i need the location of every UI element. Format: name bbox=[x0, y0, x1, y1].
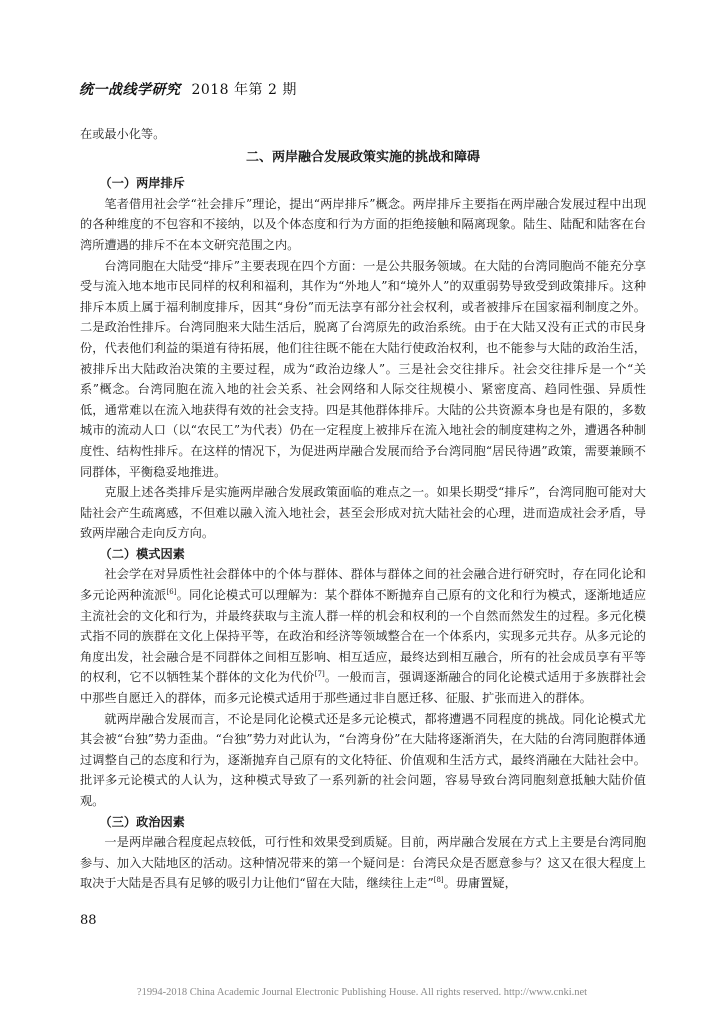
text-run: 。毋庸置疑， bbox=[443, 876, 517, 891]
paragraph: 克服上述各类排斥是实施两岸融合发展政策面临的难点之一。如果长期受“排斥”，台湾同胞可能对大陆社会产生疏离感，不但难以融入流入地社会，甚至会形成对抗大陆社会的心理，进而造成社会矛盾，导致两岸融合走向反方向。 bbox=[80, 485, 646, 541]
text-run: 一是两岸融合程度起点较低，可行性和效果受到质疑。目前，两岸融合发展在方式上主要是台湾同胞参与、加入大陆地区的活动。这种情况带来的第一个疑问是：台湾民众是否愿意参与？这又在很大程度上取决于大陆是否具有足够的吸引力让他们“留在大陆，继续往上走” bbox=[80, 835, 646, 891]
paragraph: 就两岸融合发展而言，不论是同化论模式还是多元论模式，都将遭遇不同程度的挑战。同化论模式尤其会被“台独”势力歪曲。“台独”势力对此认为，“台湾身份”在大陆将逐渐消失，在大陆的台湾同胞群体通过调整自己的态度和行为，逐渐抛弃自己原有的文化特征、价值观和生活方式，最终消融在大陆社会中。批评多元论模式的人认为，这种模式导致了一系列新的社会问题，容易导致台湾同胞刻意抵触大陆价值观。 bbox=[80, 711, 646, 808]
page-number: 88 bbox=[80, 913, 97, 928]
paragraph bbox=[80, 564, 646, 708]
paragraph: 台湾同胞在大陆受“排斥”主要表现在四个方面：一是公共服务领域。在大陆的台湾同胞尚不能充分享受与流入地本地市民同样的权利和福利，其作为“外地人”和“境外人”的双重弱势导致受到政策排斥。这种排斥本质上属于福利制度排斥，因其“身份”而无法享有部分社会权利，或者被排斥在国家福利制度之外。二是政治性排斥。台湾同胞来大陆生活后，脱离了台湾原先的政治系统。由于在大陆又没有正式的市民身份，代表他们利益的渠道有待拓展，他们往往既不能在大陆行使政治权利，也不能参与大陆的政治生活，被排斥出大陆政治决策的主要过程，成为“政治边缘人”。三是社会交往排斥。社会交往排斥是一个“关系”概念。台湾同胞在流入地的社会关系、社会网络和人际交往规模小、紧密度高、趋同性强、异质性低，通常难以在流入地获得有效的社会支持。四是其他群体排斥。大陆的公共资源本身也是有限的，多数城市的流动人口（以“农民工”为代表）仍在一定程度上被排斥在流入地社会的制度建构之外，遭遇各种制度性、结构性排斥。在这样的情况下，为促进两岸融合发展而给予台湾同胞“居民待遇”政策，需要兼顾不同群体，平衡稳妥地推进。 bbox=[80, 258, 646, 479]
issue-label: 2018 年第 2 期 bbox=[191, 82, 297, 98]
subsection-title-model: （二）模式因素 bbox=[99, 546, 185, 561]
text-run: 社会学在对异质性社会群体中的个体与群体、群体与群体之间的社会融合进行研究时，存在同化论和多元论两种流派 bbox=[80, 567, 646, 603]
copyright-footer: ?1994-2018 China Academic Journal Electronic Publishing House. All rights reserved. http://www.cnki.net bbox=[136, 987, 588, 998]
subsection-title-exclusion: （一）两岸排斥 bbox=[99, 176, 185, 191]
paragraph: 笔者借用社会学“社会排斥”理论，提出“两岸排斥”概念。两岸排斥主要指在两岸融合发展过程中出现的各种维度的不包容和不接纳，以及个体态度和行为方面的拒绝接触和隔离现象。陆生、陆配和陆客在台湾所遭遇的排斥不在本文研究范围之内。 bbox=[80, 196, 646, 252]
citation-ref: [7] bbox=[314, 670, 325, 679]
journal-name: 统一战线学研究 bbox=[79, 82, 181, 98]
paragraph bbox=[80, 832, 646, 894]
citation-ref: [8] bbox=[433, 876, 444, 885]
running-head bbox=[79, 79, 297, 99]
text-run: 。一般而言，强调逐渐融合的同化论模式适用于多族群社会中那些自愿迁入的群体，而多元论模式适用于那些通过非自愿迁移、征服、扩张而进入的群体。 bbox=[80, 670, 647, 706]
text-run: 。同化论模式可以理解为：某个群体不断抛弃自己原有的文化和行为模式，逐渐地适应主流社会的文化和行为，并最终获取与主流人群一样的机会和权利的一个自然而然发生的过程。多元化模式指不同的族群在文化上保持平等，在政治和经济等领域整合在一个体系内，实现多元共存。从多元论的角度出发，社会融合是不同群体之间相互影响、相互适应，最终达到相互融合，所有的社会成员享有平等的权利，它不以牺牲某个群体的文化为代价 bbox=[80, 588, 647, 685]
subsection-title-politics: （三）政治因素 bbox=[99, 814, 185, 829]
section-title: 二、两岸融合发展政策实施的挑战和障碍 bbox=[245, 149, 480, 165]
citation-ref: [6] bbox=[166, 588, 177, 597]
article-body bbox=[80, 124, 646, 894]
opening-line: 在或最小化等。 bbox=[80, 127, 166, 141]
